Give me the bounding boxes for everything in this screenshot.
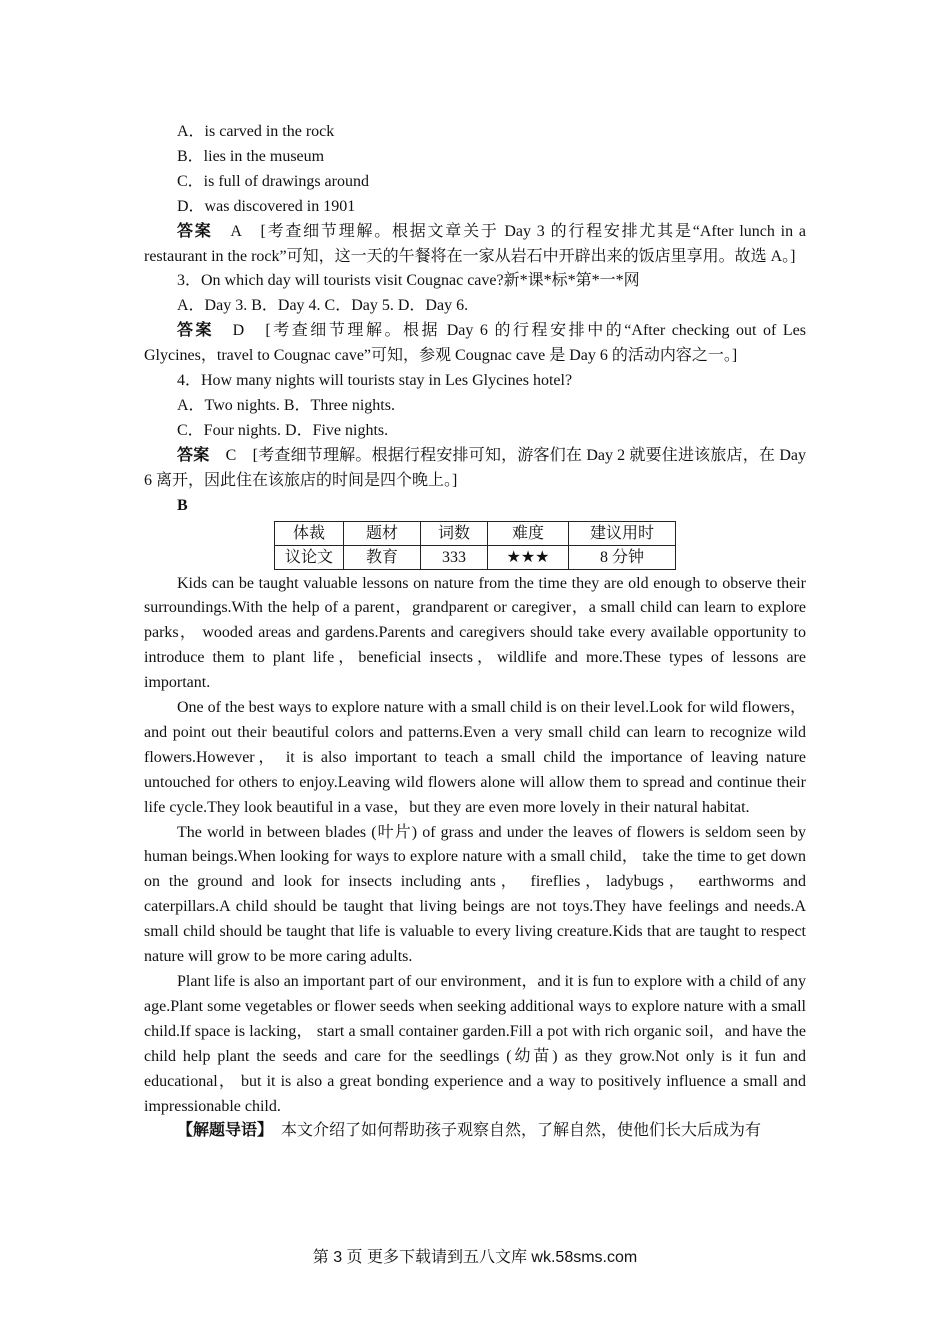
passage-paragraph-3: The world in between blades (叶片) of grass and under the leaves of flowers is seldom seen by human beings.When looking for ways to explore nature with a small child， take the time to get down on the ground and look for insects including ants， fireflies，ladybugs， earthworms and caterpillars.A child should be taught that living beings are not toys.They have feelings and needs.A small child should be taught that life is valuable to every living creature.Kids that are taught to respect nature will grow to be more caring adults.	[144, 823, 806, 966]
passage-paragraph-4: Plant life is also an important part of our environment，and it is fun to explore with a child of any age.Plant some vegetables or flower seeds when seeking additional ways to explore nature with a small child.If space is lacking， start a small container garden.Fill a pot with rich organic soil，and have the child help plant the seeds and care for the seedlings (幼苗) as they grow.Not only is it fun and educational， but it is also a great bonding experience and a way to positively influence a small and impressionable child.	[144, 973, 806, 1115]
question-3: 3．On which day will tourists visit Cougnac cave?新*课*标*第*一*网	[177, 272, 640, 290]
question-4: 4．How many nights will tourists stay in Les Glycines hotel?	[177, 372, 573, 390]
table-header-cell: 建议用时	[569, 521, 676, 545]
table-header-cell: 词数	[421, 521, 488, 545]
table-cell: 8 分钟	[569, 545, 676, 569]
table-cell: 教育	[344, 545, 421, 569]
question-4-options-1: A．Two nights. B．Three nights.	[177, 396, 395, 414]
table-header-cell: 题材	[344, 521, 421, 545]
answer-q3	[144, 319, 806, 369]
table-cell: 议论文	[275, 545, 344, 569]
guide-label: 【解题导语】	[177, 1122, 266, 1140]
table-cell: 333	[421, 545, 488, 569]
document-page	[144, 120, 806, 1144]
option-d: D．was discovered in 1901	[177, 197, 356, 215]
answer-text: A [考查细节理解。根据文章关于 Day 3 的行程安排尤其是“After lunch in a restaurant in the rock”可知，这一天的午餐将在一家从岩石中开辟出来的饭店里享用。故选 A。]	[144, 222, 806, 265]
answer-label: 答案	[177, 322, 215, 340]
option-a: A．is carved in the rock	[177, 123, 335, 140]
question-3-options: A．Day 3. B．Day 4. C．Day 5. D．Day 6.	[177, 297, 469, 315]
answer-label: 答案	[177, 446, 210, 464]
passage-info-table	[274, 521, 676, 570]
page-footer: 第 3 页 更多下载请到五八文库 wk.58sms.com	[312, 1249, 638, 1266]
guide-text: 本文介绍了如何帮助孩子观察自然，了解自然，使他们长大后成为有	[265, 1122, 762, 1140]
passage-paragraph-2: One of the best ways to explore nature with a small child is on their level.Look for wild flowers， and point out their beautiful colors and patterns.Even a very small child can learn to recognize wild flowers.However， it is also important to teach a small child the importance of leaving nature untouched for others to enjoy.Leaving wild flowers alone will allow them to spread and continue their life cycle.They look beautiful in a vase，but they are even more lovely in their natural habitat.	[144, 699, 806, 816]
answer-q4	[144, 444, 806, 494]
section-heading: B	[177, 496, 188, 514]
question-4-options-2: C．Four nights. D．Five nights.	[177, 421, 389, 439]
table-cell: ★★★	[488, 545, 569, 569]
answer-text: C [考查细节理解。根据行程安排可知，游客们在 Day 2 就要住进该旅店，在 Day 6 离开，因此住在该旅店的时间是四个晚上。]	[144, 446, 806, 489]
option-c: C．is full of drawings around	[177, 172, 369, 190]
option-b: B．lies in the museum	[177, 147, 325, 165]
passage-paragraph-1: Kids can be taught valuable lessons on nature from the time they are old enough to observe their surroundings.With the help of a parent，grandparent or caregiver，a small child can learn to explore parks， wooded areas and gardens.Parents and caregivers should take every available opportunity to introduce them to plant life，beneficial insects，wildlife and more.These types of lessons are important.	[144, 574, 806, 692]
table-header-cell: 体裁	[275, 521, 344, 545]
guide-paragraph	[144, 1119, 806, 1144]
answer-text: D [考查细节理解。根据 Day 6 的行程安排中的“After checking out of Les Glycines，travel to Cougnac cave”可知，参观 Cougnac cave 是 Day 6 的活动内容之一。]	[144, 322, 806, 365]
table-row	[275, 545, 676, 569]
answer-label: 答案	[177, 222, 213, 240]
table-header-cell: 难度	[488, 521, 569, 545]
table-header-row	[275, 521, 676, 545]
answer-q2	[144, 220, 806, 270]
